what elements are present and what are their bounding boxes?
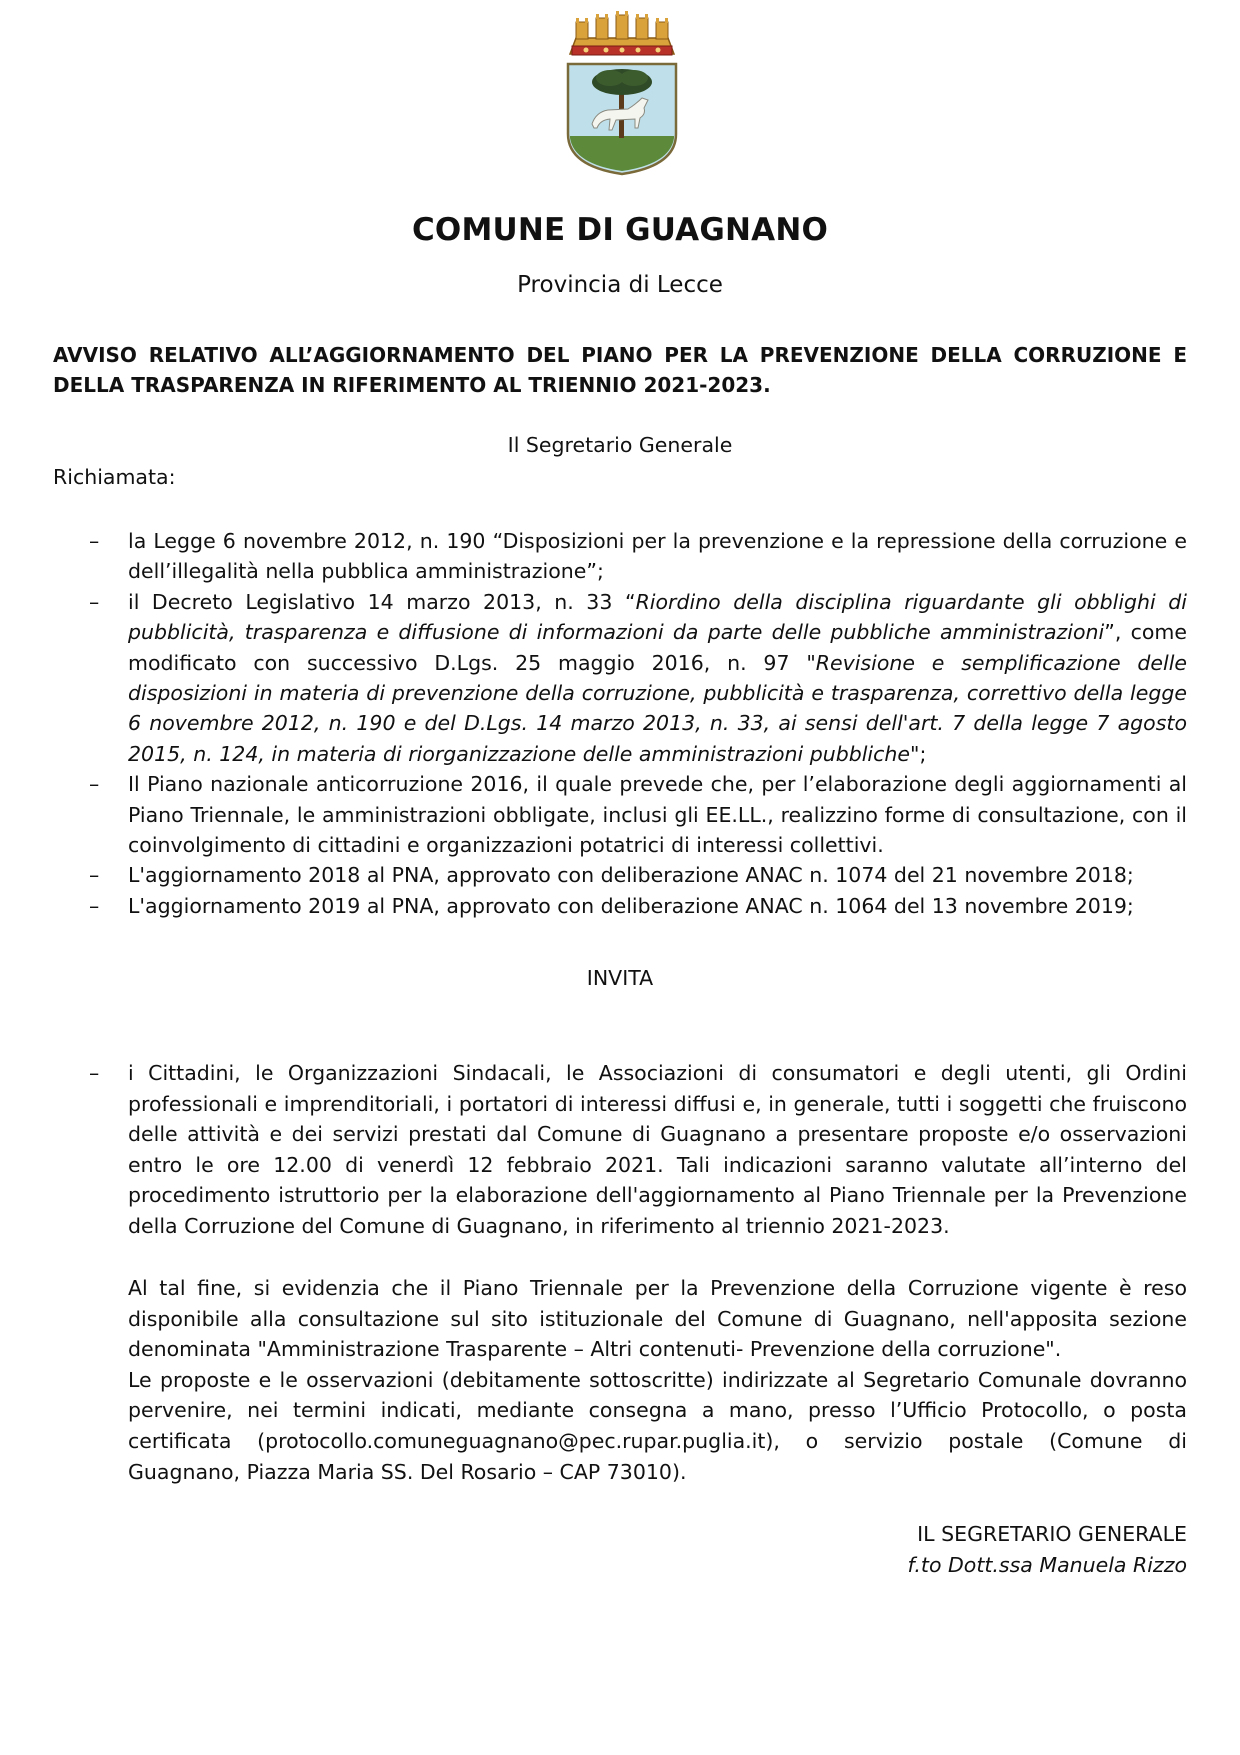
municipality-name: COMUNE DI GUAGNANO xyxy=(411,212,829,248)
list-item-text: "; xyxy=(910,741,927,766)
list-item-text: la Legge 6 novembre 2012, n. 190 “Disposizioni per la prevenzione e la repressione della corruzione e dell’illegalità nella pubblica amministrazione”; xyxy=(128,529,1187,584)
notice-title: AVVISO RELATIVO ALL’AGGIORNAMENTO DEL PIANO PER LA PREVENZIONE DELLA CORRUZIONE E DELLA TRASPARENZA IN RIFERIMENTO AL TRIENNIO 2021-2023. xyxy=(53,343,1187,397)
list-item xyxy=(53,587,1187,769)
recitals-list xyxy=(53,526,1187,921)
list-item-text: L'aggiornamento 2018 al PNA, approvato con deliberazione ANAC n. 1074 del 21 novembre 2018; xyxy=(128,863,1134,888)
body-paragraphs xyxy=(128,1273,1187,1487)
decree-title-italic: Revisione e semplificazione delle disposizioni in materia di prevenzione della corruzione, pubblicità e trasparenza, correttivo della legge 6 novembre 2012, n. 190 e del D.Lgs. 14 marzo 2013, n. 33, ai sensi dell'art. 7 della legge 7 agosto 2015, n. 124, in materia di riorganizzazione delle amministrazioni pubbliche xyxy=(128,650,1187,766)
list-item-text: Il Piano nazionale anticorruzione 2016, il quale prevede che, per l’elaborazione degli aggiornamenti al Piano Triennale, le amministrazioni obbligate, inclusi gli EE.LL., realizzino forme di consultazione, con il coinvolgimento di cittadini e organizzazioni potatrici di interessi collettivi. xyxy=(128,772,1187,858)
province-name: Provincia di Lecce xyxy=(517,272,723,298)
signature-name: f.to Dott.ssa Manuela Rizzo xyxy=(907,1553,1187,1577)
paragraph: Le proposte e le osservazioni (debitamente sottoscritte) indirizzate al Segretario Comunale dovranno pervenire, nei termini indicati, mediante consegna a mano, presso l’Ufficio Protocollo, o posta certificata (protocollo.comuneguagnano@pec.rupar.puglia.it), o servizio postale (Comune di Guagnano, Piazza Maria SS. Del Rosario – CAP 73010). xyxy=(128,1367,1187,1484)
municipal-crest-emblem xyxy=(556,6,688,176)
issuer-heading: Il Segretario Generale xyxy=(507,433,733,457)
list-item xyxy=(53,860,1187,890)
list-item xyxy=(53,1058,1187,1242)
signature-title: IL SEGRETARIO GENERALE xyxy=(917,1522,1187,1546)
list-item xyxy=(53,891,1187,921)
recitals-label: Richiamata: xyxy=(53,465,176,489)
list-dash: – xyxy=(89,529,100,553)
list-item xyxy=(53,769,1187,860)
list-item-text: i Cittadini, le Organizzazioni Sindacali, le Associazioni di consumatori e degli utenti, gli Ordini professionali e imprenditoriali, i portatori di interessi diffusi e, in generale, tutti i soggetti che fruiscono delle attività e dei servizi prestati dal Comune di Guagnano a presentare proposte e/o osservazioni entro le ore 12.00 di venerdì 12 febbraio 2021. Tali indicazioni saranno valutate all’interno del procedimento istruttorio per la elaborazione dell'aggiornamento al Piano Triennale per la Prevenzione della Corruzione del Comune di Guagnano, in riferimento al triennio 2021-2023. xyxy=(128,1061,1187,1238)
list-dash: – xyxy=(89,772,100,797)
paragraph: Al tal fine, si evidenzia che il Piano Triennale per la Prevenzione della Corruzione vigente è reso disponibile alla consultazione sul sito istituzionale del Comune di Guagnano, nell'apposita sezione denominata "Amministrazione Trasparente – Altri contenuti- Prevenzione della corruzione". xyxy=(128,1276,1187,1362)
list-item-text: ”, come modificato con successivo D.Lgs. 25 maggio 2016, n. 97 " xyxy=(128,620,1187,675)
list-dash: – xyxy=(89,589,100,614)
decree-title-italic: Riordino della disciplina riguardante gli obblighi di pubblicità, trasparenza e diffusione di informazioni da parte delle pubbliche amministrazioni xyxy=(128,589,1187,645)
list-dash: – xyxy=(89,893,100,918)
list-item-text: il Decreto Legislativo 14 marzo 2013, n. 33 “ xyxy=(128,589,636,614)
list-dash: – xyxy=(89,863,100,888)
list-item xyxy=(53,526,1187,587)
crown-icon xyxy=(570,11,674,55)
invitation-list xyxy=(53,1058,1187,1242)
list-dash: – xyxy=(89,1061,100,1085)
invita-heading: INVITA xyxy=(586,966,654,990)
list-item-text: L'aggiornamento 2019 al PNA, approvato con deliberazione ANAC n. 1064 del 13 novembre 2019; xyxy=(128,893,1134,918)
